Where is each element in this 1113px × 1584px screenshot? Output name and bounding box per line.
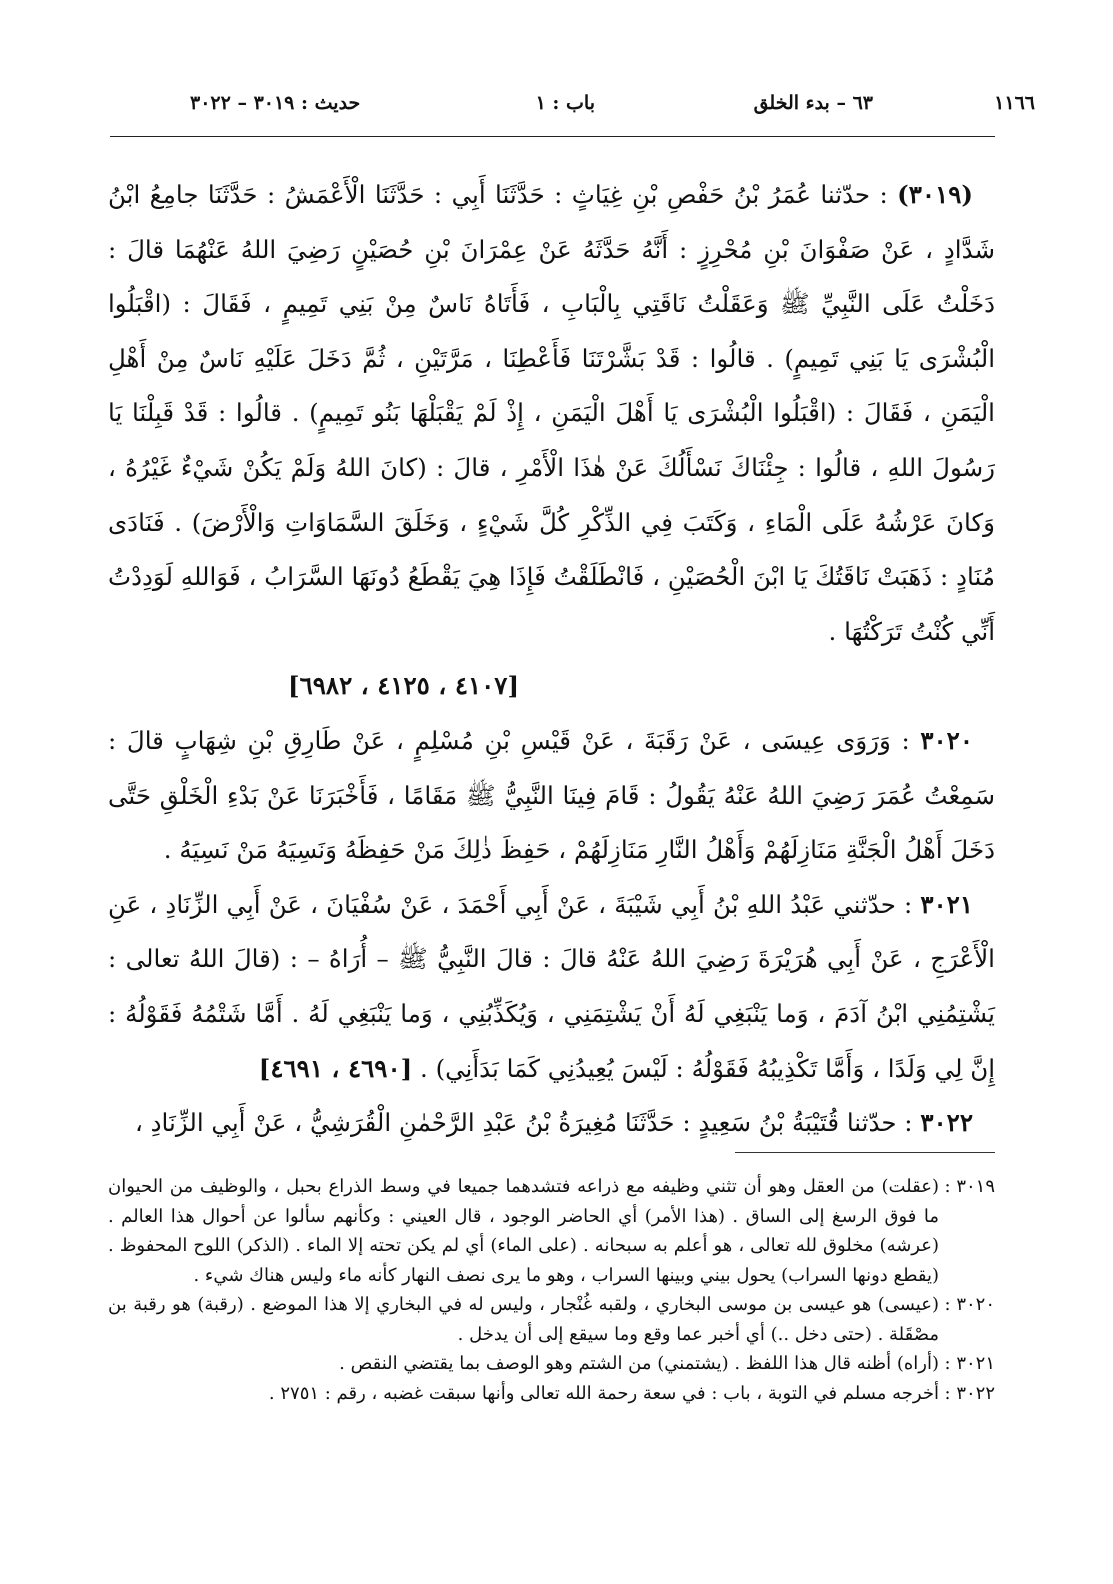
page-number: ١١٦٦ — [994, 92, 1035, 114]
footnote-number: ٣٠١٩ : — [944, 1176, 995, 1197]
footnote-3020 — [108, 1290, 995, 1349]
hadith-3020 — [108, 714, 995, 878]
header-rule — [110, 136, 995, 137]
cross-references: [٤٦٩٠ ، ٤٦٩١] — [258, 1053, 413, 1083]
chapter-label: باب : ١ — [535, 92, 595, 114]
book-title: ٦٣ – بدء الخلق — [753, 92, 873, 114]
hadith-text: : حدّثنا قُتَيْبَةُ بْنُ سَعِيدٍ : حَدَّثَنَا مُغِيرَةُ بْنُ عَبْدِ الرَّحْمٰنِ الْقُرَشِيُّ ، عَنْ أَبِي الزِّنَادِ ، — [134, 1108, 913, 1138]
hadith-3022 — [108, 1096, 995, 1151]
hadith-text: : حدّثنا عُمَرُ بْنُ حَفْصِ بْنِ غِيَاثٍ : حَدَّثَنَا أَبِي : حَدَّثَنَا الْأَعْمَشُ : حَدَّثَنَا جامِعُ ابْنُ شَدَّادٍ ، عَنْ صَفْوَانَ بْنِ مُحْرِزٍ : أَنَّهُ حَدَّثَهُ عَنْ عِمْرَانَ بْنِ حُصَيْنٍ رَضِيَ اللهُ عَنْهُمَا قالَ : دَخَلْتُ عَلَى النَّبِيِّ ﷺ وَعَقَلْتُ نَاقَتِي بِالْبَابِ ، فَأَتَاهُ نَاسٌ مِنْ بَنِي تَمِيمٍ ، فَقَالَ : (اقْبَلُوا الْبُشْرَى يَا بَنِي تَمِيمٍ) . قالُوا : قَدْ بَشَّرْتَنَا فَأَعْطِنَا ، مَرَّتَيْنِ ، ثُمَّ دَخَلَ عَلَيْهِ نَاسٌ مِنْ أَهْلِ الْيَمَنِ ، فَقَالَ : (اقْبَلُوا الْبُشْرَى يَا أَهْلَ الْيَمَنِ ، إِذْ لَمْ يَقْبَلْهَا بَنُو تَمِيمٍ) . قالُوا : قَدْ قَبِلْنَا يَا رَسُولَ اللهِ ، قالُوا : جِئْنَاكَ نَسْأَلُكَ عَنْ هٰذَا الْأَمْرِ ، قالَ : (كانَ اللهُ وَلَمْ يَكُنْ شَيْءٌ غَيْرُهُ ، وَكانَ عَرْشُهُ عَلَى الْمَاءِ ، وَكَتَبَ فِي الذِّكْرِ كُلَّ شَيْءٍ ، وَخَلَقَ السَّمَاوَاتِ وَالْأَرْضَ) . فَنَادَى مُنَادٍ : ذَهَبَتْ نَاقَتُكَ يَا ابْنَ الْحُصَيْنِ ، فَانْطَلَقْتُ فَإِذَا هِيَ يَقْطَعُ دُونَهَا السَّرَابُ ، فَوَاللهِ لَوَدِدْتُ أَنِّي كُنْتُ تَرَكْتُهَا . — [108, 180, 995, 646]
hadith-number: ٣٠٢١ — [920, 889, 973, 919]
footnote-text: (عيسى) هو عيسى بن موسى البخاري ، ولقبه غُنْجار ، وليس له في البخاري إلا هذا الموضع . (رقبة) هو رقبة بن مصْقَلة . (حتى دخل ..) أي أخبر عما وقع وما سيقع إلى أن يدخل . — [108, 1294, 939, 1345]
footnote-3021 — [108, 1349, 995, 1379]
hadith-number: ٣٠٢٠ — [920, 725, 973, 755]
footnote-number: ٣٠٢١ : — [944, 1353, 995, 1374]
footnote-text: (أراه) أظنه قال هذا اللفظ . (يشتمني) من الشتم وهو الوصف بما يقتضي النقص . — [339, 1353, 939, 1374]
hadith-number: ٣٠٢٢ — [920, 1108, 973, 1138]
hadith-3019 — [108, 168, 995, 714]
footnote-text: أخرجه مسلم في التوبة ، باب : في سعة رحمة الله تعالى وأنها سبقت غضبه ، رقم : ٢٧٥١ . — [268, 1382, 939, 1404]
hadith-text: : حدّثني عَبْدُ اللهِ بْنُ أَبِي شَيْبَةَ ، عَنْ أَبِي أَحْمَدَ ، عَنْ سُفْيَانَ ، عَنْ أَبِي الزِّنَادِ ، عَنِ الْأَعْرَجِ ، عَنْ أَبِي هُرَيْرَةَ رَضِيَ اللهُ عَنْهُ قالَ : قالَ النَّبِيُّ ﷺ – أُرَاهُ – : (قالَ اللهُ تعالى : يَشْتِمُنِي ابْنُ آدَمَ ، وَما يَنْبَغِي لَهُ أَنْ يَشْتِمَنِي ، وَيُكَذِّبُنِي ، وَما يَنْبَغِي لَهُ . أَمَّا شَتْمُهُ فَقَوْلُهُ : إِنَّ لِي وَلَدًا ، وَأَمَّا تَكْذِيبُهُ فَقَوْلُهُ : لَيْسَ يُعِيدُنِي كَمَا بَدَأَنِي) . — [108, 889, 995, 1083]
footnotes — [108, 1172, 995, 1408]
hadith-text: : وَرَوَى عِيسَى ، عَنْ رَقَبَةَ ، عَنْ قَيْسِ بْنِ مُسْلِمٍ ، عَنْ طَارِقِ بْنِ شِهَابٍ قالَ : سَمِعْتُ عُمَرَ رَضِيَ اللهُ عَنْهُ يَقُولُ : قَامَ فِينَا النَّبِيُّ ﷺ مَقَامًا ، فَأَخْبَرَنَا عَنْ بَدْءِ الْخَلْقِ حَتَّى دَخَلَ أَهْلُ الْجَنَّةِ مَنَازِلَهُمْ وَأَهْلُ النَّارِ مَنَازِلَهُمْ ، حَفِظَ ذٰلِكَ مَنْ حَفِظَهُ وَنَسِيَهُ مَنْ نَسِيَهُ . — [108, 725, 995, 865]
footnote-rule — [735, 1152, 995, 1153]
hadith-number: (٣٠١٩) — [897, 180, 973, 209]
hadith-3021 — [108, 878, 995, 1096]
hadith-range: حديث : ٣٠١٩ – ٣٠٢٢ — [190, 92, 361, 114]
footnote-3022 — [108, 1379, 995, 1409]
main-text — [108, 168, 995, 1151]
footnote-number: ٣٠٢٢ : — [944, 1382, 995, 1404]
footnote-number: ٣٠٢٠ : — [944, 1294, 995, 1315]
footnote-3019 — [108, 1172, 995, 1290]
cross-references: [٤١٠٧ ، ٤١٢٥ ، ٦٩٨٢] — [288, 671, 520, 701]
footnote-text: (عقلت) من العقل وهو أن تثني وظيفه مع ذراعه فتشدهما جميعا في وسط الذراع بحبل ، والوظيف من الحيوان ما فوق الرسغ إلى الساق . (هذا الأمر) أي الحاضر الوجود ، قال العيني : وكأنهم سألوا عن أحوال هذا العالم . (عرشه) مخلوق لله تعالى ، هو أعلم به سبحانه . (على الماء) أي لم يكن تحته إلا الماء . (الذكر) اللوح المحفوظ . (يقطع دونها السراب) يحول بيني وبينها السراب ، وهو ما يرى نصف النهار كأنه ماء وليس هناك شيء . — [108, 1176, 939, 1286]
running-head — [190, 92, 1035, 122]
